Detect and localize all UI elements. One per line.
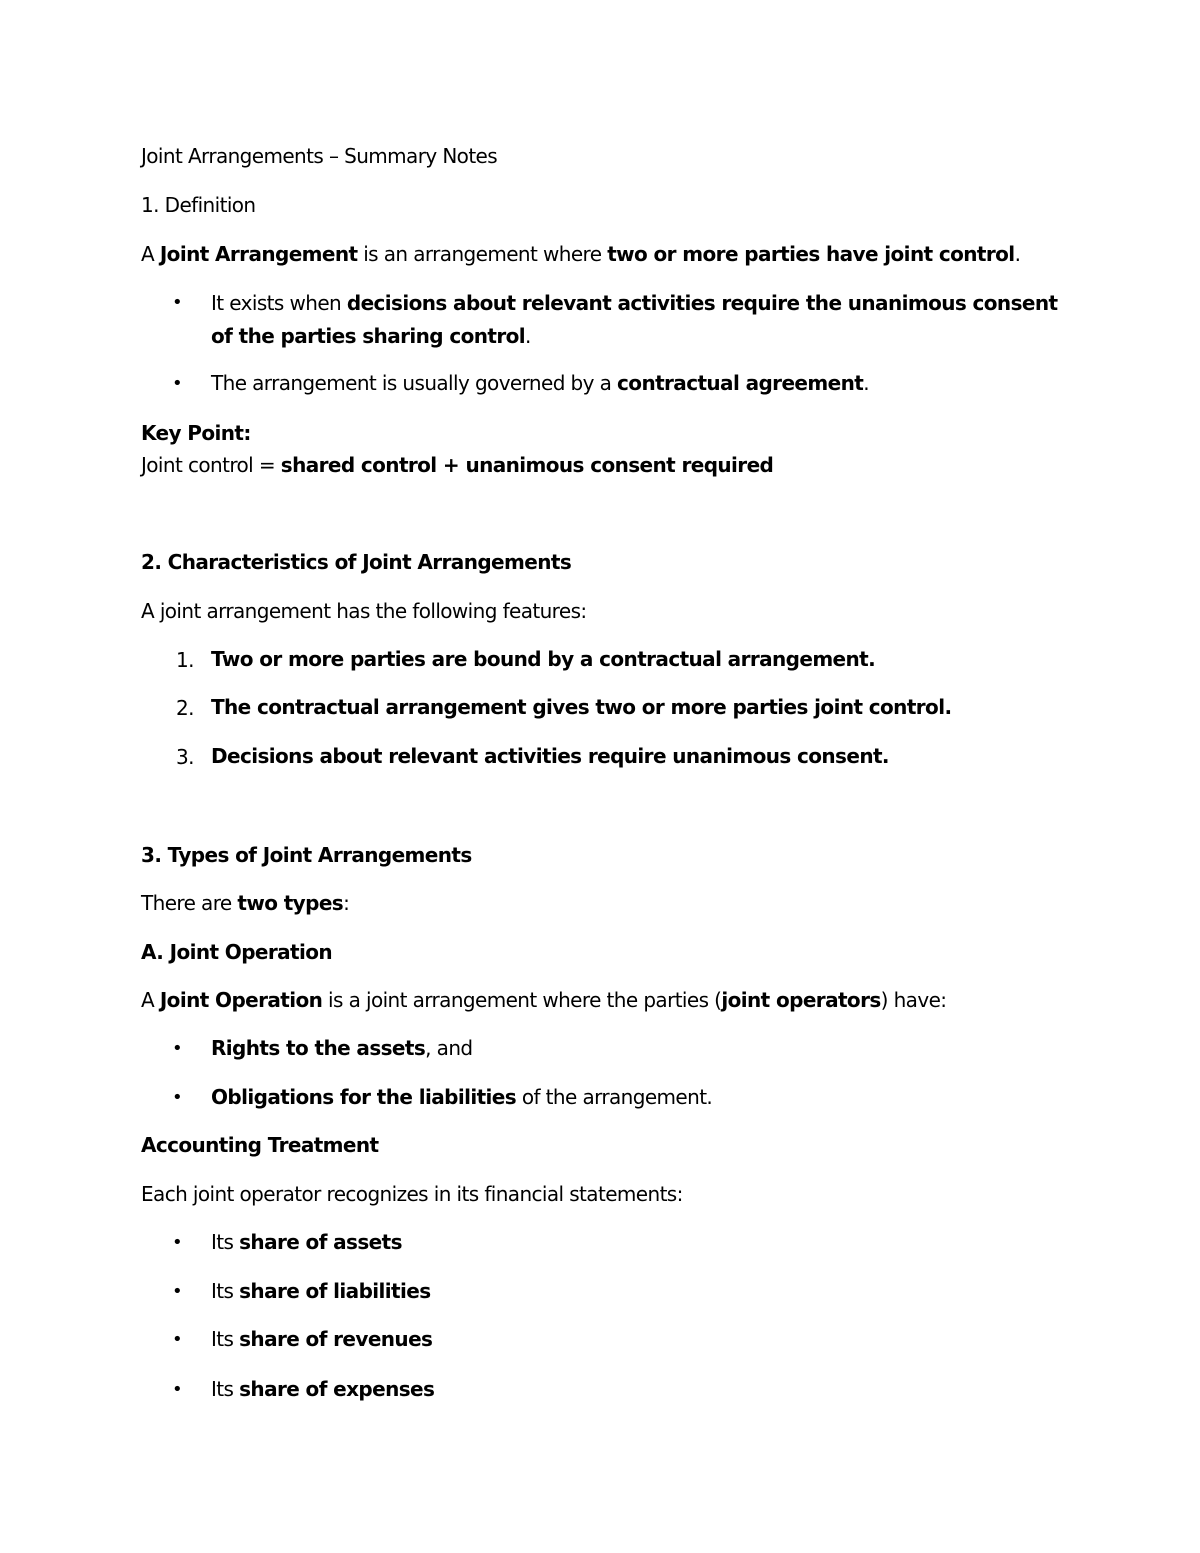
bullet-glyph: • — [172, 373, 183, 394]
bullet-glyph: • — [172, 1087, 183, 1108]
bullet-glyph: • — [172, 1281, 183, 1302]
section-3-intro — [141, 890, 349, 916]
key-point-label: Key Point: — [141, 421, 251, 445]
bullet-glyph: • — [172, 1329, 183, 1350]
section-1-heading: 1. Definition — [141, 193, 256, 217]
section-3-heading: 3. Types of Joint Arrangements — [141, 843, 472, 867]
bullet-glyph: • — [172, 1379, 183, 1400]
bold-run: contractual agreement — [617, 371, 864, 395]
text-run: . — [1014, 242, 1021, 266]
definition-paragraph — [141, 241, 1020, 267]
section-2-intro: A joint arrangement has the following features: — [141, 599, 587, 623]
text-run: Joint control = — [141, 453, 281, 477]
bold-run: Rights to the assets — [211, 1036, 426, 1060]
bold-run: share of liabilities — [239, 1279, 431, 1303]
joint-operation-bullet-2 — [211, 1081, 712, 1114]
bold-run: shared control + unanimous consent required — [280, 453, 774, 477]
share-item — [211, 1226, 402, 1259]
list-item: The contractual arrangement gives two or more parties joint control. — [211, 695, 952, 719]
joint-operation-definition — [141, 987, 946, 1013]
bold-run: Joint Arrangement — [159, 242, 358, 266]
subsection-a-heading: A. Joint Operation — [141, 940, 333, 964]
bold-run: share of assets — [239, 1230, 402, 1254]
text-run: There are — [141, 891, 238, 915]
text-run: The arrangement is usually governed by a — [211, 371, 618, 395]
definition-bullet-2 — [211, 367, 869, 400]
share-item — [211, 1323, 432, 1356]
bullet-glyph: • — [172, 292, 183, 313]
bold-run: two types — [237, 891, 344, 915]
accounting-treatment-heading: Accounting Treatment — [141, 1133, 379, 1157]
text-run: . — [863, 371, 869, 395]
text-run: Its — [211, 1327, 240, 1351]
bold-run: share of expenses — [239, 1377, 435, 1401]
bold-run: two or more parties have joint control — [607, 242, 1015, 266]
bullet-glyph: • — [172, 1038, 183, 1059]
joint-operation-bullet-1 — [211, 1032, 473, 1065]
share-item — [211, 1373, 434, 1406]
key-point-text — [141, 452, 773, 478]
text-run: Its — [211, 1279, 240, 1303]
text-run: Its — [211, 1377, 240, 1401]
bold-run: joint operators — [721, 988, 881, 1012]
text-run: It exists when — [211, 291, 347, 315]
document-title: Joint Arrangements – Summary Notes — [141, 144, 498, 168]
text-run: ) have: — [880, 988, 947, 1012]
bold-run: decisions about relevant activities require the unanimous consent of the parties sharing control — [211, 291, 1058, 348]
list-item: Two or more parties are bound by a contractual arrangement. — [211, 647, 876, 671]
accounting-intro: Each joint operator recognizes in its financial statements: — [141, 1182, 683, 1206]
text-run: is a joint arrangement where the parties ( — [322, 988, 722, 1012]
text-run: A — [141, 242, 160, 266]
definition-bullet-1 — [211, 287, 1081, 353]
bullet-glyph: • — [172, 1232, 183, 1253]
text-run: , and — [425, 1036, 473, 1060]
bold-run: share of revenues — [239, 1327, 433, 1351]
list-number: 2. — [176, 696, 194, 720]
text-run: Its — [211, 1230, 240, 1254]
bold-run: Joint Operation — [159, 988, 323, 1012]
list-item: Decisions about relevant activities require unanimous consent. — [211, 744, 889, 768]
section-2-heading: 2. Characteristics of Joint Arrangements — [141, 550, 572, 574]
text-run: of the arrangement. — [516, 1085, 713, 1109]
list-number: 1. — [176, 648, 194, 672]
list-number: 3. — [176, 745, 194, 769]
text-run: . — [524, 324, 531, 348]
bold-run: Obligations for the liabilities — [211, 1085, 517, 1109]
text-run: A — [141, 988, 160, 1012]
share-item — [211, 1275, 431, 1308]
text-run: is an arrangement where — [357, 242, 608, 266]
text-run: : — [343, 891, 350, 915]
